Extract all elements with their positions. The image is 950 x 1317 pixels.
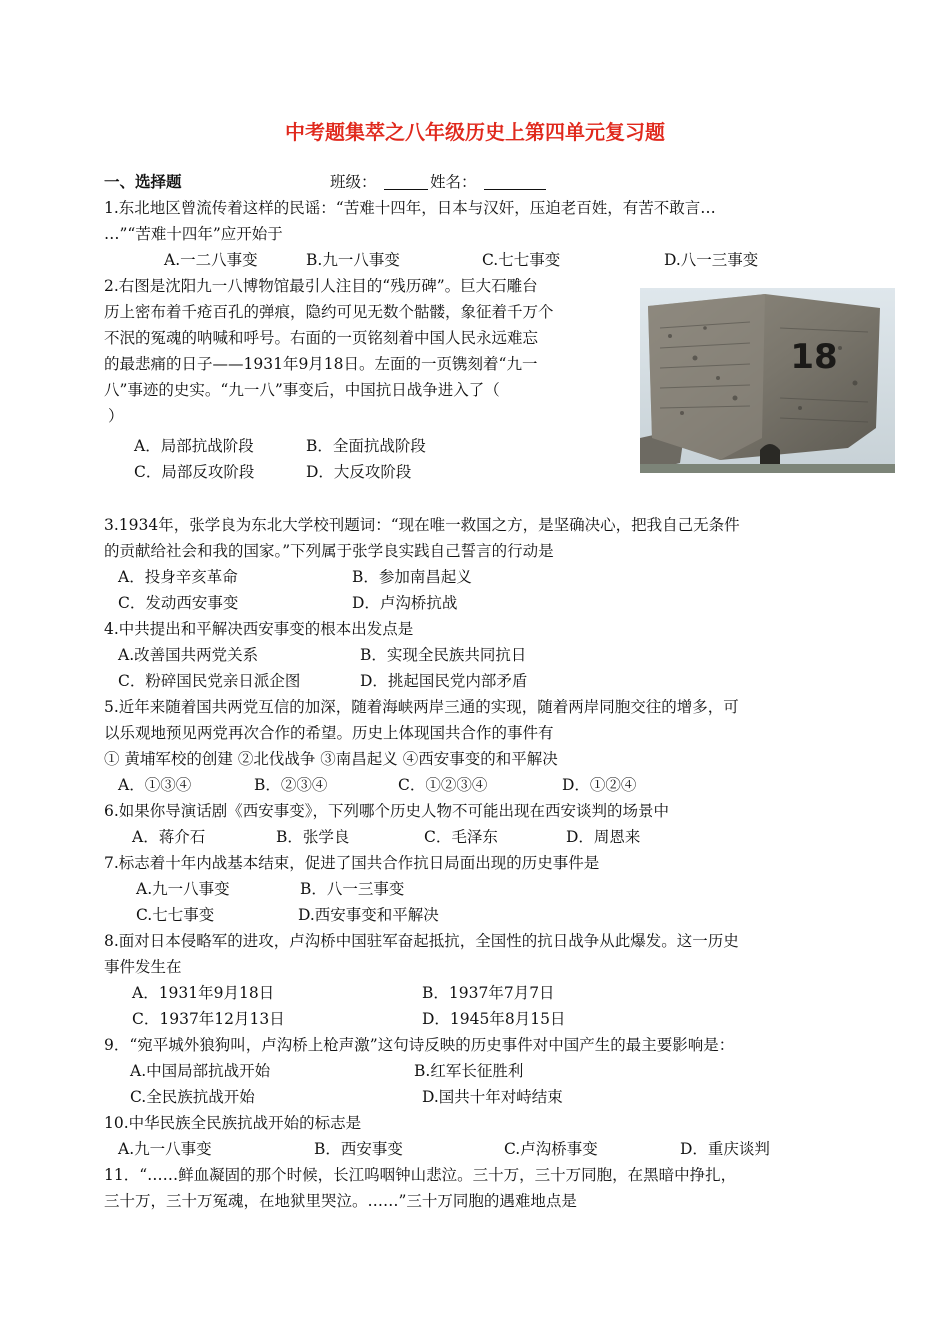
q9-option-d: D.国共十年对峙结束 [422,1088,563,1106]
broken-calendar-monument-photo [640,288,895,473]
name-label: 姓名： [430,173,477,191]
q5-items: ① 黄埔军校的创建 ②北伐战争 ③南昌起义 ④西安事变的和平解决 [104,750,558,768]
q7-option-d: D.西安事变和平解决 [298,906,439,924]
q3-stem-line2: 的贡献给社会和我的国家。”下列属于张学良实践自己誓言的行动是 [104,542,554,560]
q10-stem: 10.中华民族全民族抗战开始的标志是 [104,1114,362,1132]
q1-option-d: D.八一三事变 [664,251,759,269]
q5-stem-line1: 5.近年来随着国共两党互信的加深，随着海峡两岸三通的实现，随着两岸同胞交往的增多，可 [104,698,739,716]
q7-stem: 7.标志着十年内战基本结束，促进了国共合作抗日局面出现的历史事件是 [104,854,600,872]
q6-stem: 6.如果你导演话剧《西安事变》，下列哪个历史人物不可能出现在西安谈判的场景中 [104,802,670,820]
q2-option-d: D．大反攻阶段 [306,463,412,481]
page-title: 中考题集萃之八年级历史上第四单元复习题 [285,120,665,144]
q4-option-c: C．粉碎国民党亲日派企图 [118,672,301,690]
q3-option-c: C．发动西安事变 [118,594,239,612]
monument-date-number: 18 [790,337,838,377]
q2-stem-line5: 八”事迹的史实。“九一八”事变后，中国抗日战争进入了（ [104,381,500,399]
q3-option-a: A．投身辛亥革命 [118,568,238,586]
q7-option-b: B．八一三事变 [300,880,405,898]
q8-option-a: A．1931年9月18日 [132,984,275,1002]
class-label: 班级： [330,173,377,191]
q7-option-c: C.七七事变 [136,906,215,924]
q8-option-d: D．1945年8月15日 [422,1010,566,1028]
q10-option-d: D．重庆谈判 [680,1140,770,1158]
q5-option-d: D．①②④ [562,776,637,794]
q3-option-b: B．参加南昌起义 [352,568,472,586]
q6-option-d: D．周恩来 [566,828,641,846]
q8-stem-line2: 事件发生在 [104,958,182,976]
q11-stem-line2: 三十万，三十万冤魂，在地狱里哭泣。……”三十万同胞的遇难地点是 [104,1192,577,1210]
q2-stem-line4: 的最悲痛的日子——1931年9月18日。左面的一页镌刻着“九一 [104,355,538,373]
q1-option-a: A.一二八事变 [164,251,258,269]
q10-option-b: B．西安事变 [314,1140,403,1158]
q2-option-a: A．局部抗战阶段 [134,437,254,455]
q6-option-b: B．张学良 [276,828,350,846]
section-heading: 一、选择题 [104,173,182,191]
q2-option-c: C．局部反攻阶段 [134,463,255,481]
q7-option-a: A.九一八事变 [136,880,230,898]
q9-stem: 9．“宛平城外狼狗叫，卢沟桥上枪声激”这句诗反映的历史事件对中国产生的最主要影响是： [104,1036,735,1054]
q4-option-d: D．挑起国民党内部矛盾 [360,672,528,690]
q8-option-b: B．1937年7月7日 [422,984,555,1002]
q2-stem-line2: 历上密布着千疮百孔的弹痕，隐约可见无数个骷髅，象征着千万个 [104,303,554,321]
q11-stem-line1: 11．“……鲜血凝固的那个时候，长江呜咽钟山悲泣。三十万，三十万同胞，在黑暗中挣扎， [104,1166,737,1184]
q3-stem-line1: 3.1934年，张学良为东北大学校刊题词：“现在唯一救国之方，是坚确决心，把我自己无条件 [104,516,740,534]
q9-option-a: A.中国局部抗战开始 [130,1062,271,1080]
q5-option-b: B．②③④ [254,776,328,794]
q5-option-a: A．①③④ [118,776,192,794]
q6-option-c: C．毛泽东 [424,828,498,846]
q4-stem: 4.中共提出和平解决西安事变的根本出发点是 [104,620,414,638]
q4-option-b: B．实现全民族共同抗日 [360,646,527,664]
name-blank[interactable] [484,172,546,192]
q2-stem-line6: ） [108,407,124,425]
q10-option-c: C.卢沟桥事变 [504,1140,598,1158]
q6-option-a: A．蒋介石 [132,828,206,846]
q2-option-b: B．全面抗战阶段 [306,437,426,455]
q1-option-b: B.九一八事变 [306,251,400,269]
q8-option-c: C．1937年12月13日 [132,1010,285,1028]
q2-stem-line3: 不泯的冤魂的呐喊和呼号。右面的一页铭刻着中国人民永远难忘 [104,329,539,347]
q5-stem-line2: 以乐观地预见两党再次合作的希望。历史上体现国共合作的事件有 [104,724,554,742]
q3-option-d: D．卢沟桥抗战 [352,594,458,612]
q4-option-a: A.改善国共两党关系 [118,646,259,664]
q1-stem-line1: 1.东北地区曾流传着这样的民谣：“苦难十四年，日本与汉奸，压迫老百姓，有苦不敢言… [104,199,716,217]
q1-stem-line2: …”“苦难十四年”应开始于 [104,225,283,243]
q2-stem-line1: 2.右图是沈阳九一八博物馆最引人注目的“残历碑”。巨大石雕台 [104,277,538,295]
q8-stem-line1: 8.面对日本侵略军的进攻，卢沟桥中国驻军奋起抵抗，全国性的抗日战争从此爆发。这一历史 [104,932,739,950]
q9-option-c: C.全民族抗战开始 [130,1088,255,1106]
class-blank[interactable] [384,172,428,192]
q1-option-c: C.七七事变 [482,251,561,269]
q9-option-b: B.红军长征胜利 [414,1062,524,1080]
q10-option-a: A.九一八事变 [118,1140,212,1158]
q5-option-c: C．①②③④ [398,776,488,794]
